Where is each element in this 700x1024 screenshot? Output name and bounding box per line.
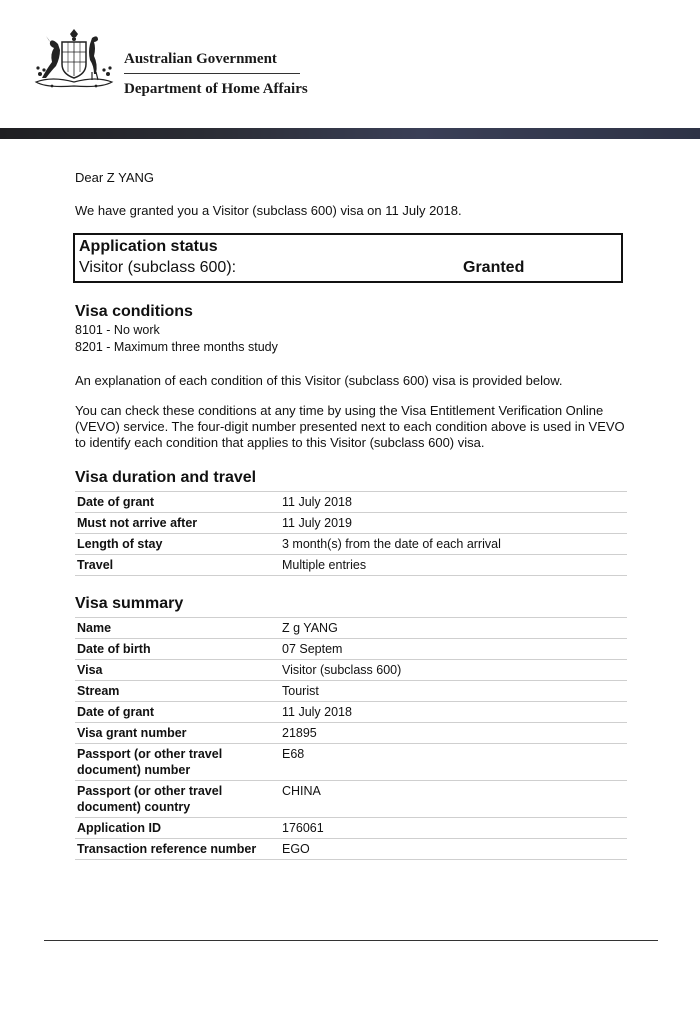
coat-of-arms-icon (32, 28, 116, 94)
row-label: Must not arrive after (77, 516, 198, 530)
condition-item: 8101 - No work (75, 323, 160, 337)
government-name: Australian Government (124, 50, 300, 74)
application-status-box (73, 233, 623, 283)
table-row (75, 702, 627, 723)
row-label: Name (77, 621, 112, 635)
table-row (75, 681, 627, 702)
row-value: 07 Septem (282, 642, 343, 656)
department-name (124, 50, 308, 98)
letterhead (0, 0, 700, 128)
summary-title: Visa summary (75, 595, 184, 612)
grant-statement: We have granted you a Visitor (subclass 600) visa on 11 July 2018. (75, 203, 462, 218)
status-value: Granted (463, 259, 525, 276)
row-label: Date of birth (77, 642, 151, 656)
row-value: Visitor (subclass 600) (282, 663, 402, 677)
row-value: EGO (282, 842, 310, 856)
table-row (75, 534, 627, 555)
table-row (75, 723, 627, 744)
row-value: E68 (282, 747, 305, 761)
row-label: Travel (77, 558, 114, 572)
row-value: Z g YANG (282, 621, 338, 635)
row-label: Visa (77, 663, 103, 677)
row-label: Transaction reference number (77, 842, 257, 856)
visa-duration-table (75, 468, 627, 576)
duration-title: Visa duration and travel (75, 469, 257, 486)
row-label: Passport (or other travel document) country (77, 784, 223, 814)
vevo-paragraph: You can check these conditions at any time by using the Visa Entitlement Verification Online (VEVO) service. The four-digit number presented next to each condition above is used in VEVO to identify each condition that applies to this Visitor (subclass 600) visa. (75, 403, 625, 450)
department-title: Department of Home Affairs (124, 81, 308, 97)
table-row (75, 513, 627, 534)
table-row (75, 781, 627, 818)
row-label: Application ID (77, 821, 162, 835)
table-row (75, 639, 627, 660)
row-label: Stream (77, 684, 120, 698)
row-label: Date of grant (77, 705, 155, 719)
row-value: 3 month(s) from the date of each arrival (282, 537, 501, 551)
row-value: CHINA (282, 784, 321, 798)
conditions-explanation: An explanation of each condition of this Visitor (subclass 600) visa is provided below. (75, 373, 563, 388)
row-value: 11 July 2018 (282, 705, 352, 719)
table-row (75, 617, 627, 639)
table-row (75, 660, 627, 681)
row-value: 11 July 2018 (282, 495, 352, 509)
row-value: Tourist (282, 684, 319, 698)
table-row (75, 818, 627, 839)
header-divider-bar (0, 128, 700, 139)
row-label: Passport (or other travel document) number (77, 747, 223, 777)
table-row (75, 839, 627, 860)
visa-summary-table (75, 594, 627, 860)
status-title: Application status (79, 238, 218, 255)
visa-conditions (75, 302, 278, 356)
condition-item: 8201 - Maximum three months study (75, 340, 278, 354)
row-value: Multiple entries (282, 558, 367, 572)
status-row (79, 257, 617, 279)
row-label: Length of stay (77, 537, 163, 551)
row-label: Visa grant number (77, 726, 187, 740)
table-row (75, 491, 627, 513)
status-label: Visitor (subclass 600): (79, 259, 237, 276)
row-value: 11 July 2019 (282, 516, 352, 530)
footer-divider (44, 940, 658, 941)
table-row (75, 744, 627, 781)
table-row (75, 555, 627, 576)
conditions-title: Visa conditions (75, 303, 193, 320)
row-label: Date of grant (77, 495, 155, 509)
row-value: 176061 (282, 821, 324, 835)
greeting: Dear Z YANG (75, 170, 154, 185)
row-value: 21895 (282, 726, 317, 740)
